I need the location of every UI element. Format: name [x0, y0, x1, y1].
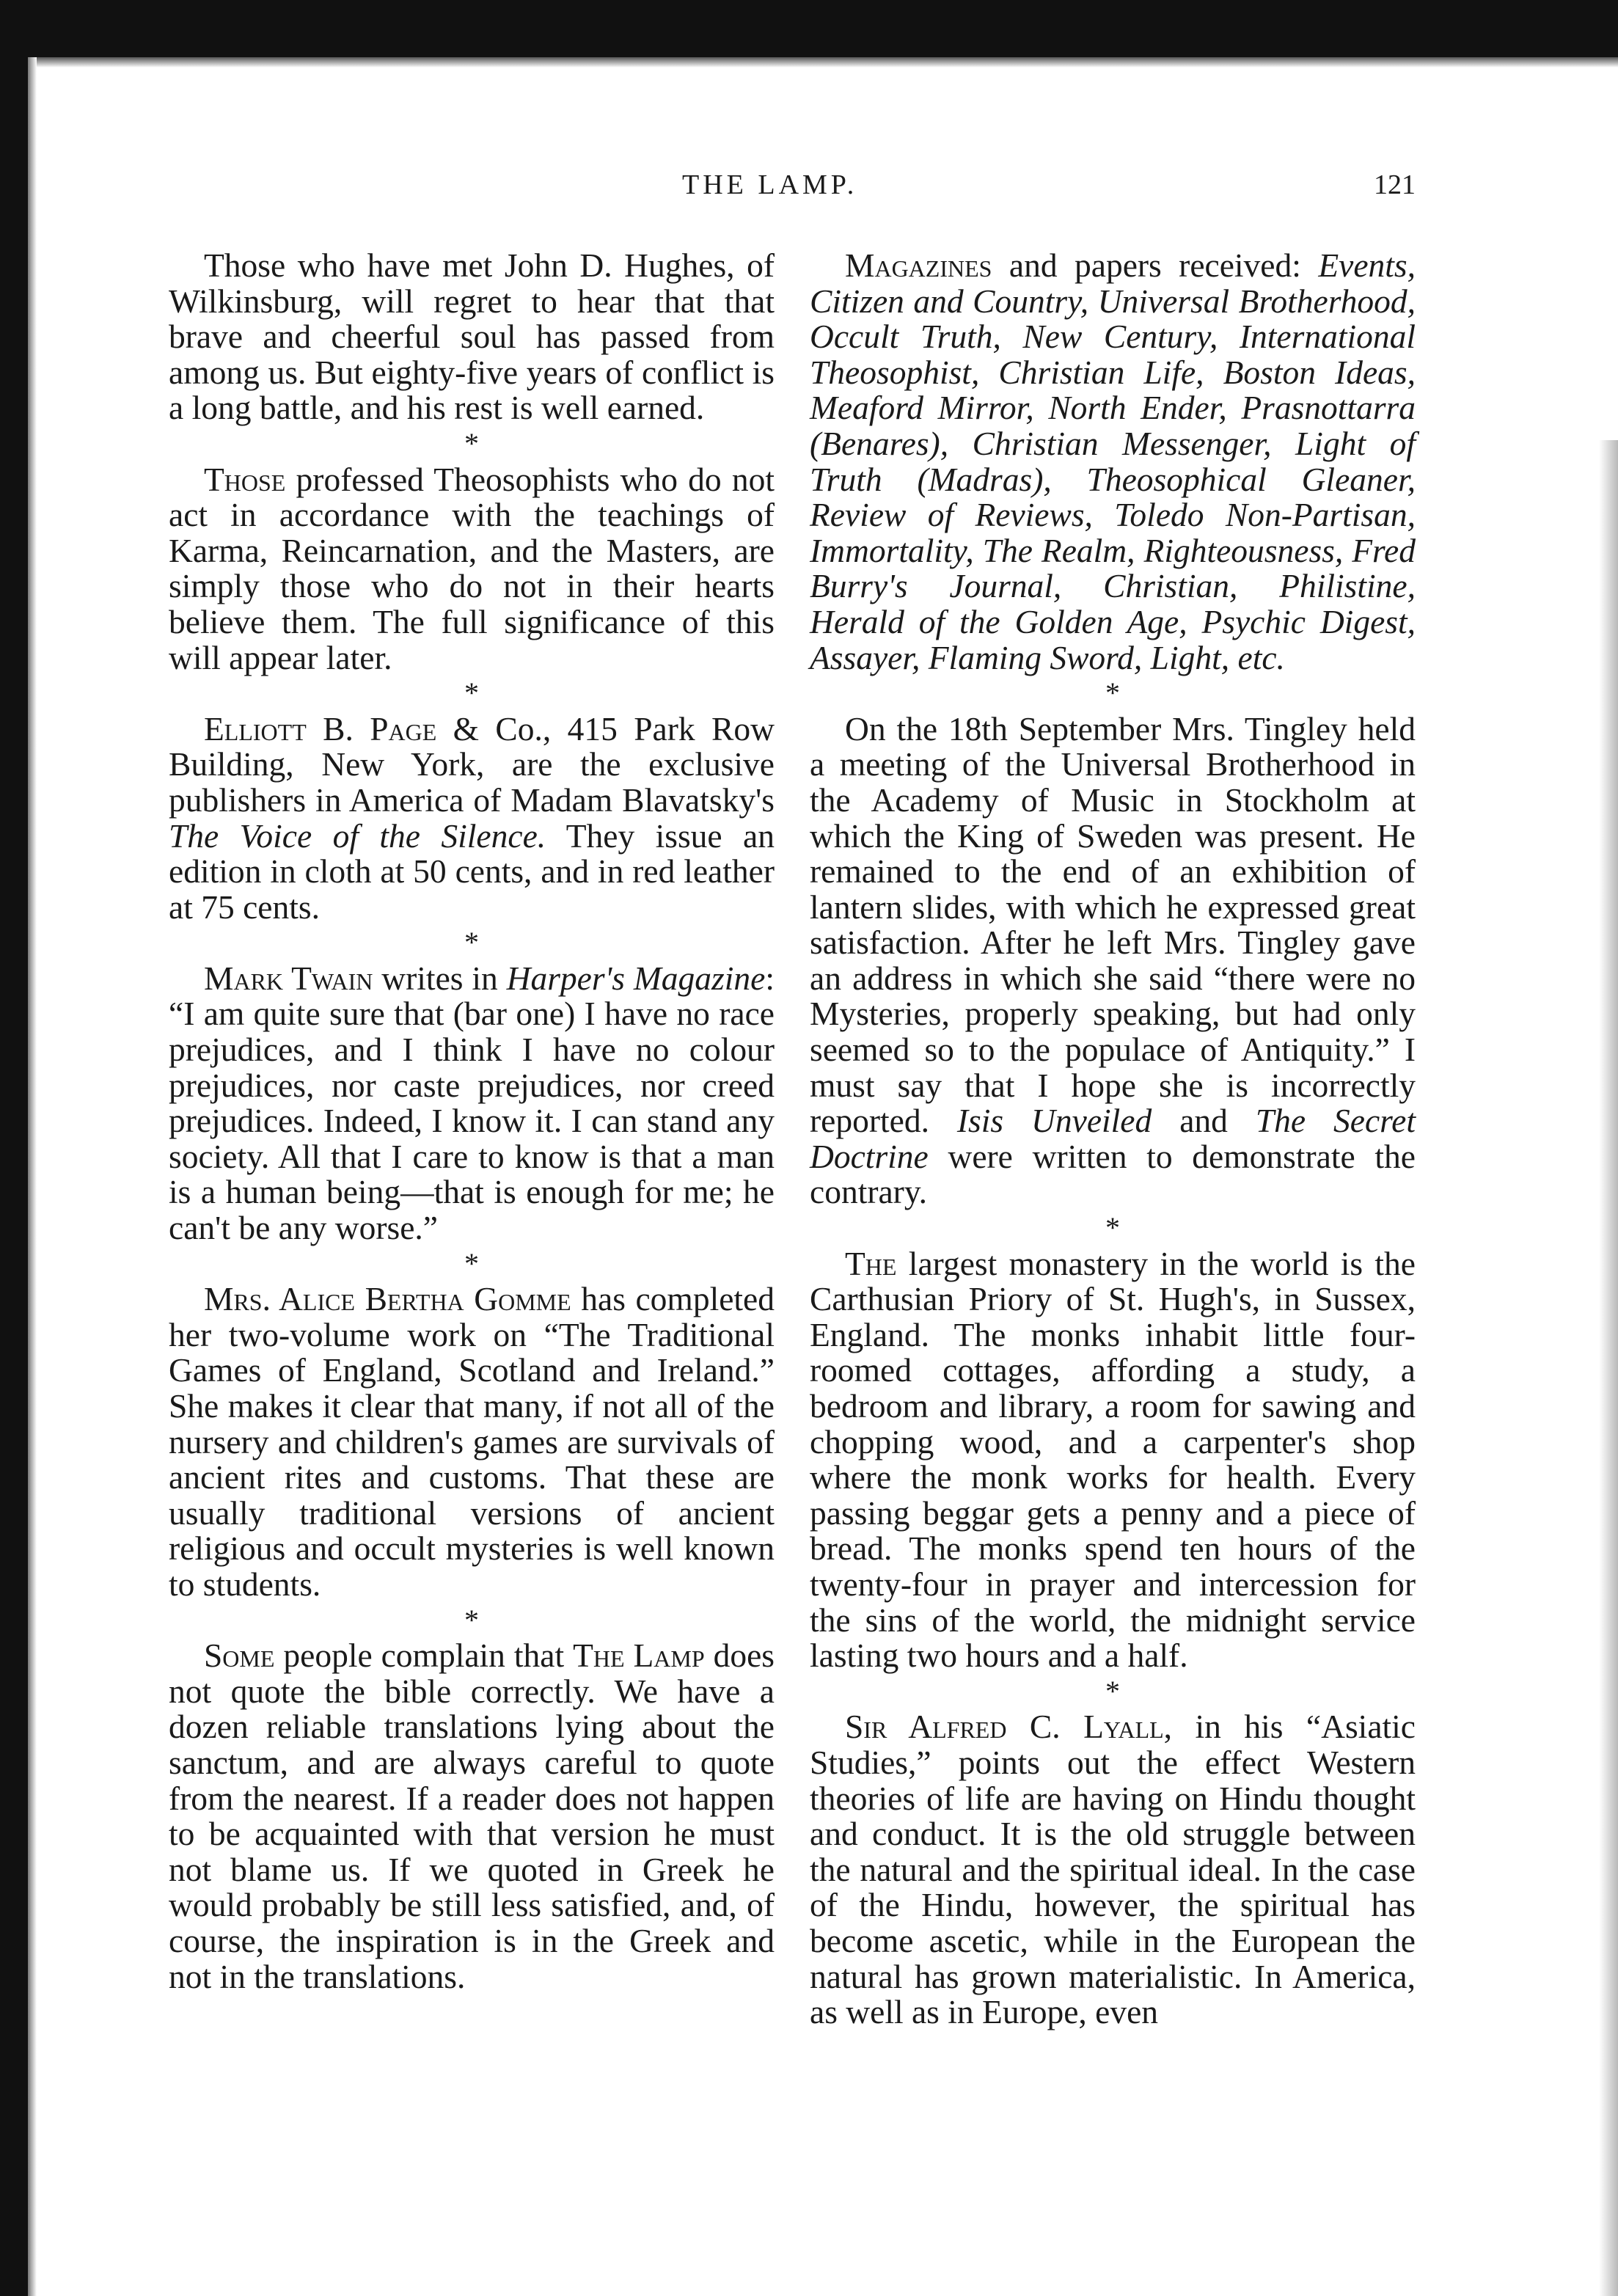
paragraph-bible [169, 1638, 775, 1995]
paragraph-lead: Elliott B. Page [204, 709, 437, 747]
scan-left-border [0, 57, 28, 2296]
paragraph-text: and [1152, 1102, 1256, 1140]
paragraph-text: Those who have met John D. Hughes, of Wilkinsburg, will regret to hear that that brave and cheerful soul has passed from among us. But eighty-five years of conflict is a long battle, and his rest is well earned. [169, 246, 775, 427]
paragraph-publishers [169, 709, 775, 926]
paragraph-text: largest monastery in the world is the Carthusian Priory of St. Hugh's, in Sussex, England. The monks inhabit little four-roomed cottages, affording a study, a bedroom and library, a room for sawing and chopping wood, and a carpenter's shop where the monk works for health. Every passing beggar gets a penny and a piece of bread. The monks spend ten hours of the twenty-four in prayer and intercession for the sins of the world, the midnight service lasting two hours and a half. [810, 1244, 1416, 1675]
scan-top-shadow [0, 57, 1618, 67]
paragraph-lyall [810, 1709, 1416, 2030]
paragraph-tingley [810, 709, 1416, 1211]
paragraph-lead: Magazines [845, 246, 992, 284]
journal-name: The Lamp [573, 1637, 705, 1675]
section-separator: * [1105, 676, 1120, 710]
book-title: Isis Unveiled [956, 1102, 1152, 1140]
left-column [169, 248, 775, 1995]
paragraph-text: , in his “Asiatic Studies,” points out the effect Western theories of life are having on Hindu thought and conduct. It is the old struggle between the natural and the spiritual ideal. In the case of the Hindu, however, the spiritual has become ascetic, while in the European the natural has grown materialistic. In America, as well as in Europe, even [810, 1708, 1416, 2031]
paragraph-lead: Some [204, 1637, 275, 1675]
page-number: 121 [1374, 169, 1416, 200]
paragraph-text: has completed her two-volume work on “The Traditional Games of England, Scotland and Ireland.” She makes it clear that many, if not all of the nursery and children's games are survivals of ancient rites and customs. That these are usually traditional versions of ancient religious and occult mysteries is well known to students. [169, 1280, 775, 1603]
section-separator: * [464, 926, 479, 959]
book-title: The Secret Doctrine [810, 1102, 1416, 1175]
paragraph-monastery [810, 1246, 1416, 1674]
paragraph-text: professed Theosophists who do not act in accordance with the teachings of Karma, Reincarnation, and the Masters, are simply those who do not in their hearts believe them. The full significance of this will appear later. [169, 460, 775, 676]
paragraph-hughes [169, 248, 775, 426]
paragraph-lead: Mrs. Alice Bertha Gomme [204, 1280, 571, 1318]
paragraph-twain [169, 961, 775, 1246]
scan-top-border [0, 0, 1618, 57]
paragraph-text: does not quote the bible correctly. We have a dozen reliable translations lying about the sanctum, and are always careful to quote from the nearest. If a reader does not happen to be acquainted with that version he must not blame us. If we quoted in Greek he would probably be still less satisfied, and, of course, the inspiration is in the Greek and not in the translations. [169, 1637, 775, 1995]
paragraph-text: and papers received: [992, 246, 1319, 284]
magazine-list: Events, Citizen and Country, Universal Brotherhood, Occult Truth, New Century, International Theosophist, Christian Life, Boston Ideas, Meaford Mirror, North Ender, Prasnottarra (Benares), Christian Messenger, Light of Truth (Madras), Theosophical Gleaner, Review of Reviews, Toledo Non-Partisan, Immortality, The Realm, Righteousness, Fred Burry's Journal, Christian, Philistine, Herald of the Golden Age, Psychic Digest, Assayer, Flaming Sword, Light, etc. [810, 246, 1416, 676]
paragraph-text: writes in [373, 959, 507, 997]
section-separator: * [1105, 1674, 1120, 1708]
journal-title: THE LAMP. [682, 169, 858, 200]
paragraph-lead: The [845, 1244, 897, 1282]
paragraph-lead: Mark Twain [204, 959, 373, 997]
scan-right-shadow [1599, 440, 1618, 2296]
paragraph-magazines [810, 248, 1416, 676]
section-separator: * [464, 1603, 479, 1637]
paragraph-lead: Sir Alfred C. Lyall [845, 1708, 1164, 1746]
magazine-title: Harper's Magazine [506, 959, 766, 997]
paragraph-lead: Those [204, 460, 286, 498]
paragraph-gomme [169, 1282, 775, 1602]
paragraph-text: They issue an edition in cloth at 50 cents, and in red leather at 75 cents. [169, 816, 775, 926]
paragraph-theosophists [169, 462, 775, 676]
book-title: The Voice of the Silence. [169, 816, 546, 855]
paragraph-text: & Co., 415 Park Row Building, New York, are the exclusive publishers in America of Madam Blavatsky's [169, 709, 775, 819]
section-separator: * [464, 426, 479, 460]
section-separator: * [1105, 1211, 1120, 1245]
section-separator: * [464, 1246, 479, 1280]
scan-left-shadow [28, 57, 37, 2296]
paragraph-text: On the 18th September Mrs. Tingley held a meeting of the Universal Brotherhood in the Academy of Music in Stockholm at which the King of Sweden was present. He remained to the end of an exhibition of lantern slides, with which he expressed great satisfaction. After he left Mrs. Tingley gave an address in which she said “there were no Mysteries, properly speaking, but had only seemed so to the populace of Antiquity.” I must say that I hope she is incorrectly reported. [810, 709, 1416, 1140]
section-separator: * [464, 676, 479, 710]
paragraph-text: : “I am quite sure that (bar one) I have no race prejudices, and I think I have no colour prejudices, nor caste prejudices, nor creed prejudices. Indeed, I know it. I can stand any society. All that I care to know is that a man is a human being—that is enough for me; he can't be any worse.” [169, 959, 775, 1247]
paragraph-text: were written to demonstrate the contrary. [810, 1137, 1416, 1211]
paragraph-text: people complain that [274, 1637, 574, 1675]
running-head [169, 163, 1416, 207]
right-column [810, 248, 1416, 2030]
